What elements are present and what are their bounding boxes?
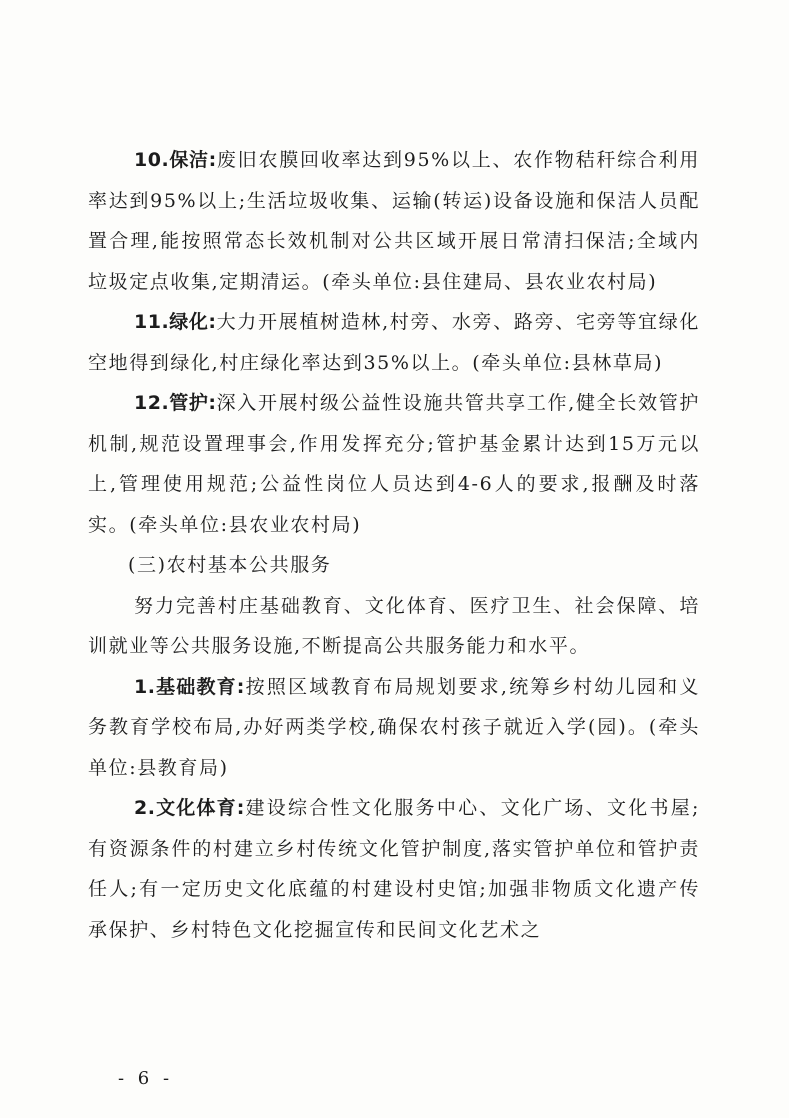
item-maintenance-text: 深入开展村级公益性设施共管共享工作,健全长效管护机制,规范设置理事会,作用发挥充分;管护基金累计达到15万元以上,管理使用规范;公益性岗位人员达到4-6人的要求,报酬及时落实。(牵头单位:县农业农村局) bbox=[88, 392, 700, 536]
item-maintenance bbox=[88, 383, 700, 545]
item-culture-sports bbox=[88, 788, 700, 950]
item-greening-label: 11.绿化: bbox=[134, 311, 217, 333]
document-body bbox=[88, 140, 700, 950]
item-culture-sports-text: 建设综合性文化服务中心、文化广场、文化书屋;有资源条件的村建立乡村传统文化管护制度,落实管护单位和管护责任人;有一定历史文化底蕴的村建设村史馆;加强非物质文化遗产传承保护、乡村特色文化挖掘宣传和民间文化艺术之 bbox=[88, 797, 700, 941]
item-maintenance-label: 12.管护: bbox=[134, 392, 217, 414]
item-basic-education-label: 1.基础教育: bbox=[134, 675, 245, 698]
item-basic-education-text: 按照区域教育布局规划要求,统筹乡村幼儿园和义务教育学校布局,办好两类学校,确保农村孩子就近入学(园)。(牵头单位:县教育局) bbox=[88, 675, 700, 779]
item-basic-education bbox=[88, 667, 700, 789]
item-cleaning bbox=[88, 140, 700, 302]
page-number: - 6 - bbox=[118, 1068, 174, 1089]
section-heading: (三)农村基本公共服务 bbox=[128, 554, 332, 576]
section-intro: 努力完善村庄基础教育、文化体育、医疗卫生、社会保障、培训就业等公共服务设施,不断提高公共服务能力和水平。 bbox=[88, 594, 700, 657]
item-greening bbox=[88, 302, 700, 383]
item-cleaning-label: 10.保洁: bbox=[134, 149, 217, 171]
item-greening-text: 大力开展植树造林,村旁、水旁、路旁、宅旁等宜绿化空地得到绿化,村庄绿化率达到35%以上。(牵头单位:县林草局) bbox=[88, 311, 700, 374]
item-cleaning-text: 废旧农膜回收率达到95%以上、农作物秸秆综合利用率达到95%以上;生活垃圾收集、运输(转运)设备设施和保洁人员配置合理,能按照常态长效机制对公共区域开展日常清扫保洁;全域内垃圾定点收集,定期清运。(牵头单位:县住建局、县农业农村局) bbox=[88, 149, 700, 293]
item-culture-sports-label: 2.文化体育: bbox=[134, 797, 245, 819]
